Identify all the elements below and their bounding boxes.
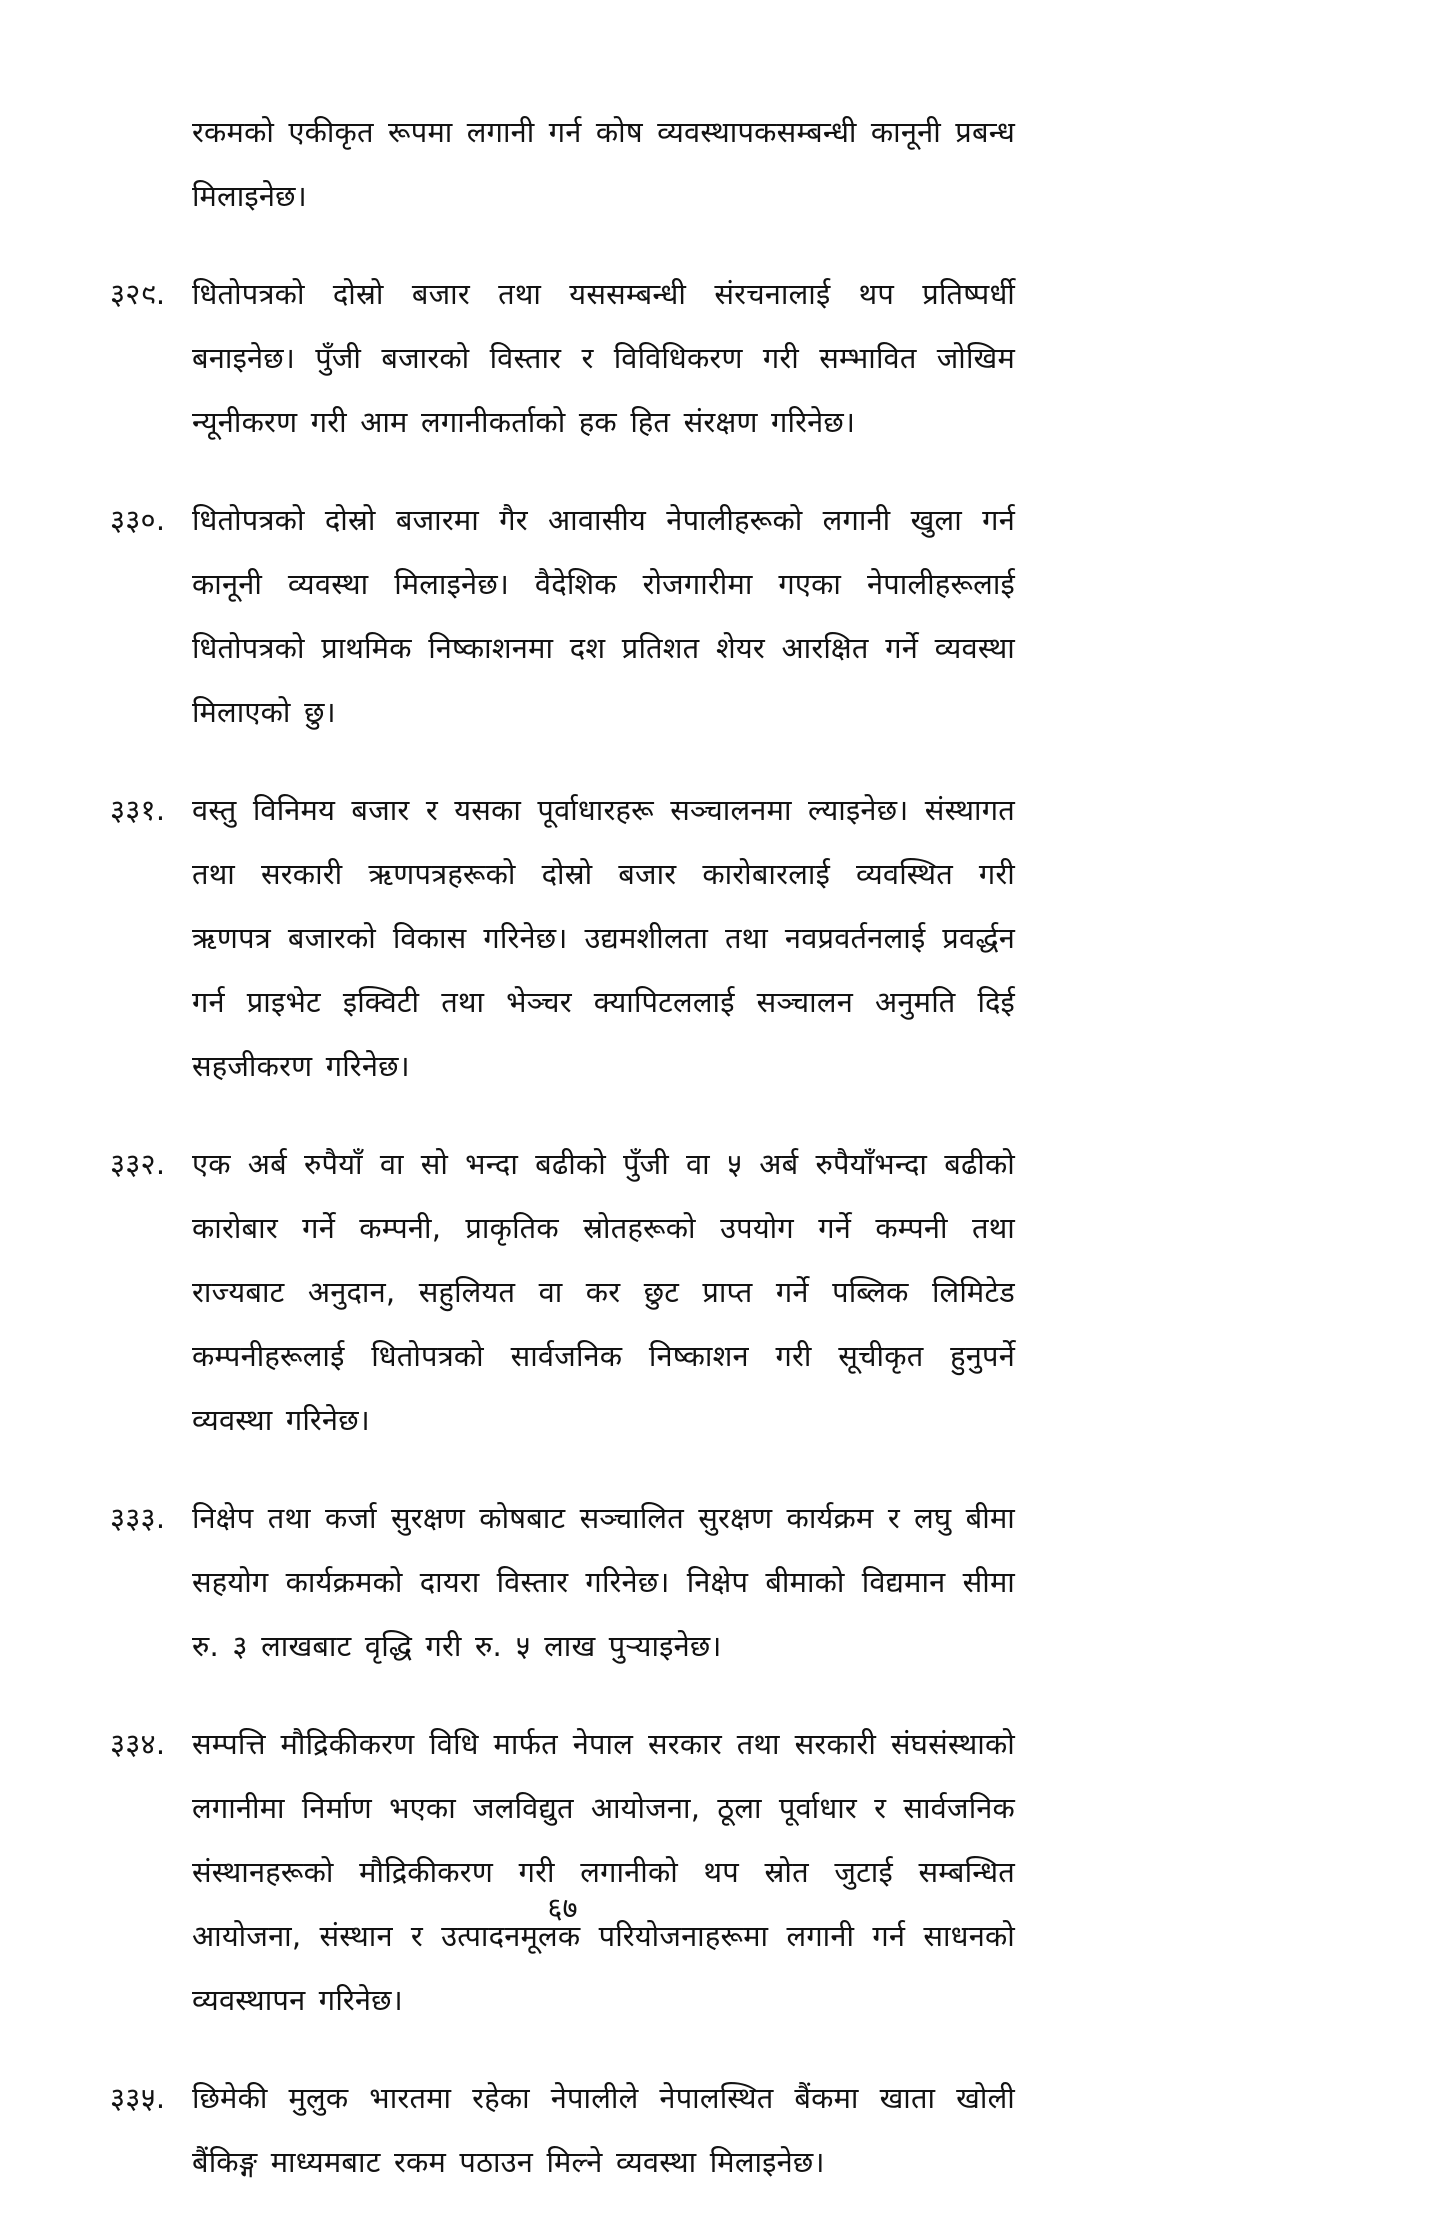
paragraph-number: ३३०. <box>110 503 166 537</box>
paragraph-333 <box>110 1486 1015 1678</box>
paragraph-332 <box>110 1132 1015 1452</box>
paragraph-text: निक्षेप तथा कर्जा सुरक्षण कोषबाट सञ्चालित सुरक्षण कार्यक्रम र लघु बीमा सहयोग कार्यक्रमको दायरा विस्तार गरिनेछ। निक्षेप बीमाको विद्यमान सीमा रु. ३ लाखबाट वृद्धि गरी रु. ५ लाख पुर्‍याइनेछ। <box>192 1501 1015 1663</box>
paragraph-text: रकमको एकीकृत रूपमा लगानी गर्न कोष व्यवस्थापकसम्बन्धी कानूनी प्रबन्ध मिलाइनेछ। <box>192 115 1015 213</box>
paragraph-text: एक अर्ब रुपैयाँ वा सो भन्दा बढीको पुँजी वा ५ अर्ब रुपैयाँभन्दा बढीको कारोबार गर्ने कम्पनी, प्राकृतिक स्रोतहरूको उपयोग गर्ने कम्पनी तथा राज्यबाट अनुदान, सहुलियत वा कर छुट प्राप्त गर्ने पब्लिक लिमिटेड कम्पनीहरूलाई धितोपत्रको सार्वजनिक निष्काशन गरी सूचीकृत हुनुपर्ने व्यवस्था गरिनेछ। <box>192 1147 1015 1437</box>
page-number: ६७ <box>547 1891 578 1925</box>
paragraph-text: धितोपत्रको दोस्रो बजार तथा यससम्बन्धी संरचनालाई थप प्रतिष्पर्धी बनाइनेछ। पुँजी बजारको विस्तार र विविधिकरण गरी सम्भावित जोखिम न्यूनीकरण गरी आम लगानीकर्ताको हक हित संरक्षण गरिनेछ। <box>192 277 1015 439</box>
paragraph-continuation <box>110 100 1015 228</box>
paragraph-number: ३२९. <box>110 277 166 311</box>
paragraph-number: ३३३. <box>110 1501 166 1535</box>
paragraph-335 <box>110 2066 1015 2194</box>
paragraph-number: ३३५. <box>110 2081 166 2115</box>
paragraph-330 <box>110 488 1015 744</box>
paragraph-text: सम्पत्ति मौद्रिकीकरण विधि मार्फत नेपाल सरकार तथा सरकारी संघसंस्थाको लगानीमा निर्माण भएका जलविद्युत आयोजना, ठूला पूर्वाधार र सार्वजनिक संस्थानहरूको मौद्रिकीकरण गरी लगानीको थप स्रोत जुटाई सम्बन्धित आयोजना, संस्थान र उत्पादनमूलक परियोजनाहरूमा लगानी गर्न साधनको व्यवस्थापन गरिनेछ। <box>192 1727 1015 2017</box>
paragraph-text: वस्तु विनिमय बजार र यसका पूर्वाधारहरू सञ्चालनमा ल्याइनेछ। संस्थागत तथा सरकारी ऋणपत्रहरूको दोस्रो बजार कारोबारलाई व्यवस्थित गरी ऋणपत्र बजारको विकास गरिनेछ। उद्यमशीलता तथा नवप्रवर्तनलाई प्रवर्द्धन गर्न प्राइभेट इक्विटी तथा भेञ्चर क्यापिटललाई सञ्चालन अनुमति दिई सहजीकरण गरिनेछ। <box>192 793 1015 1083</box>
paragraph-text: धितोपत्रको दोस्रो बजारमा गैर आवासीय नेपालीहरूको लगानी खुला गर्न कानूनी व्यवस्था मिलाइनेछ। वैदेशिक रोजगारीमा गएका नेपालीहरूलाई धितोपत्रको प्राथमिक निष्काशनमा दश प्रतिशत शेयर आरक्षित गर्ने व्यवस्था मिलाएको छु। <box>192 503 1015 729</box>
paragraph-331 <box>110 778 1015 1098</box>
paragraph-number: ३३२. <box>110 1147 166 1181</box>
paragraph-number: ३३१. <box>110 793 166 827</box>
paragraph-329 <box>110 262 1015 454</box>
paragraph-334 <box>110 1712 1015 2032</box>
paragraph-number: ३३४. <box>110 1727 166 1761</box>
paragraph-text: छिमेकी मुलुक भारतमा रहेका नेपालीले नेपालस्थित बैंकमा खाता खोली बैंकिङ्ग माध्यमबाट रकम पठाउन मिल्ने व्यवस्था मिलाइनेछ। <box>192 2081 1015 2179</box>
